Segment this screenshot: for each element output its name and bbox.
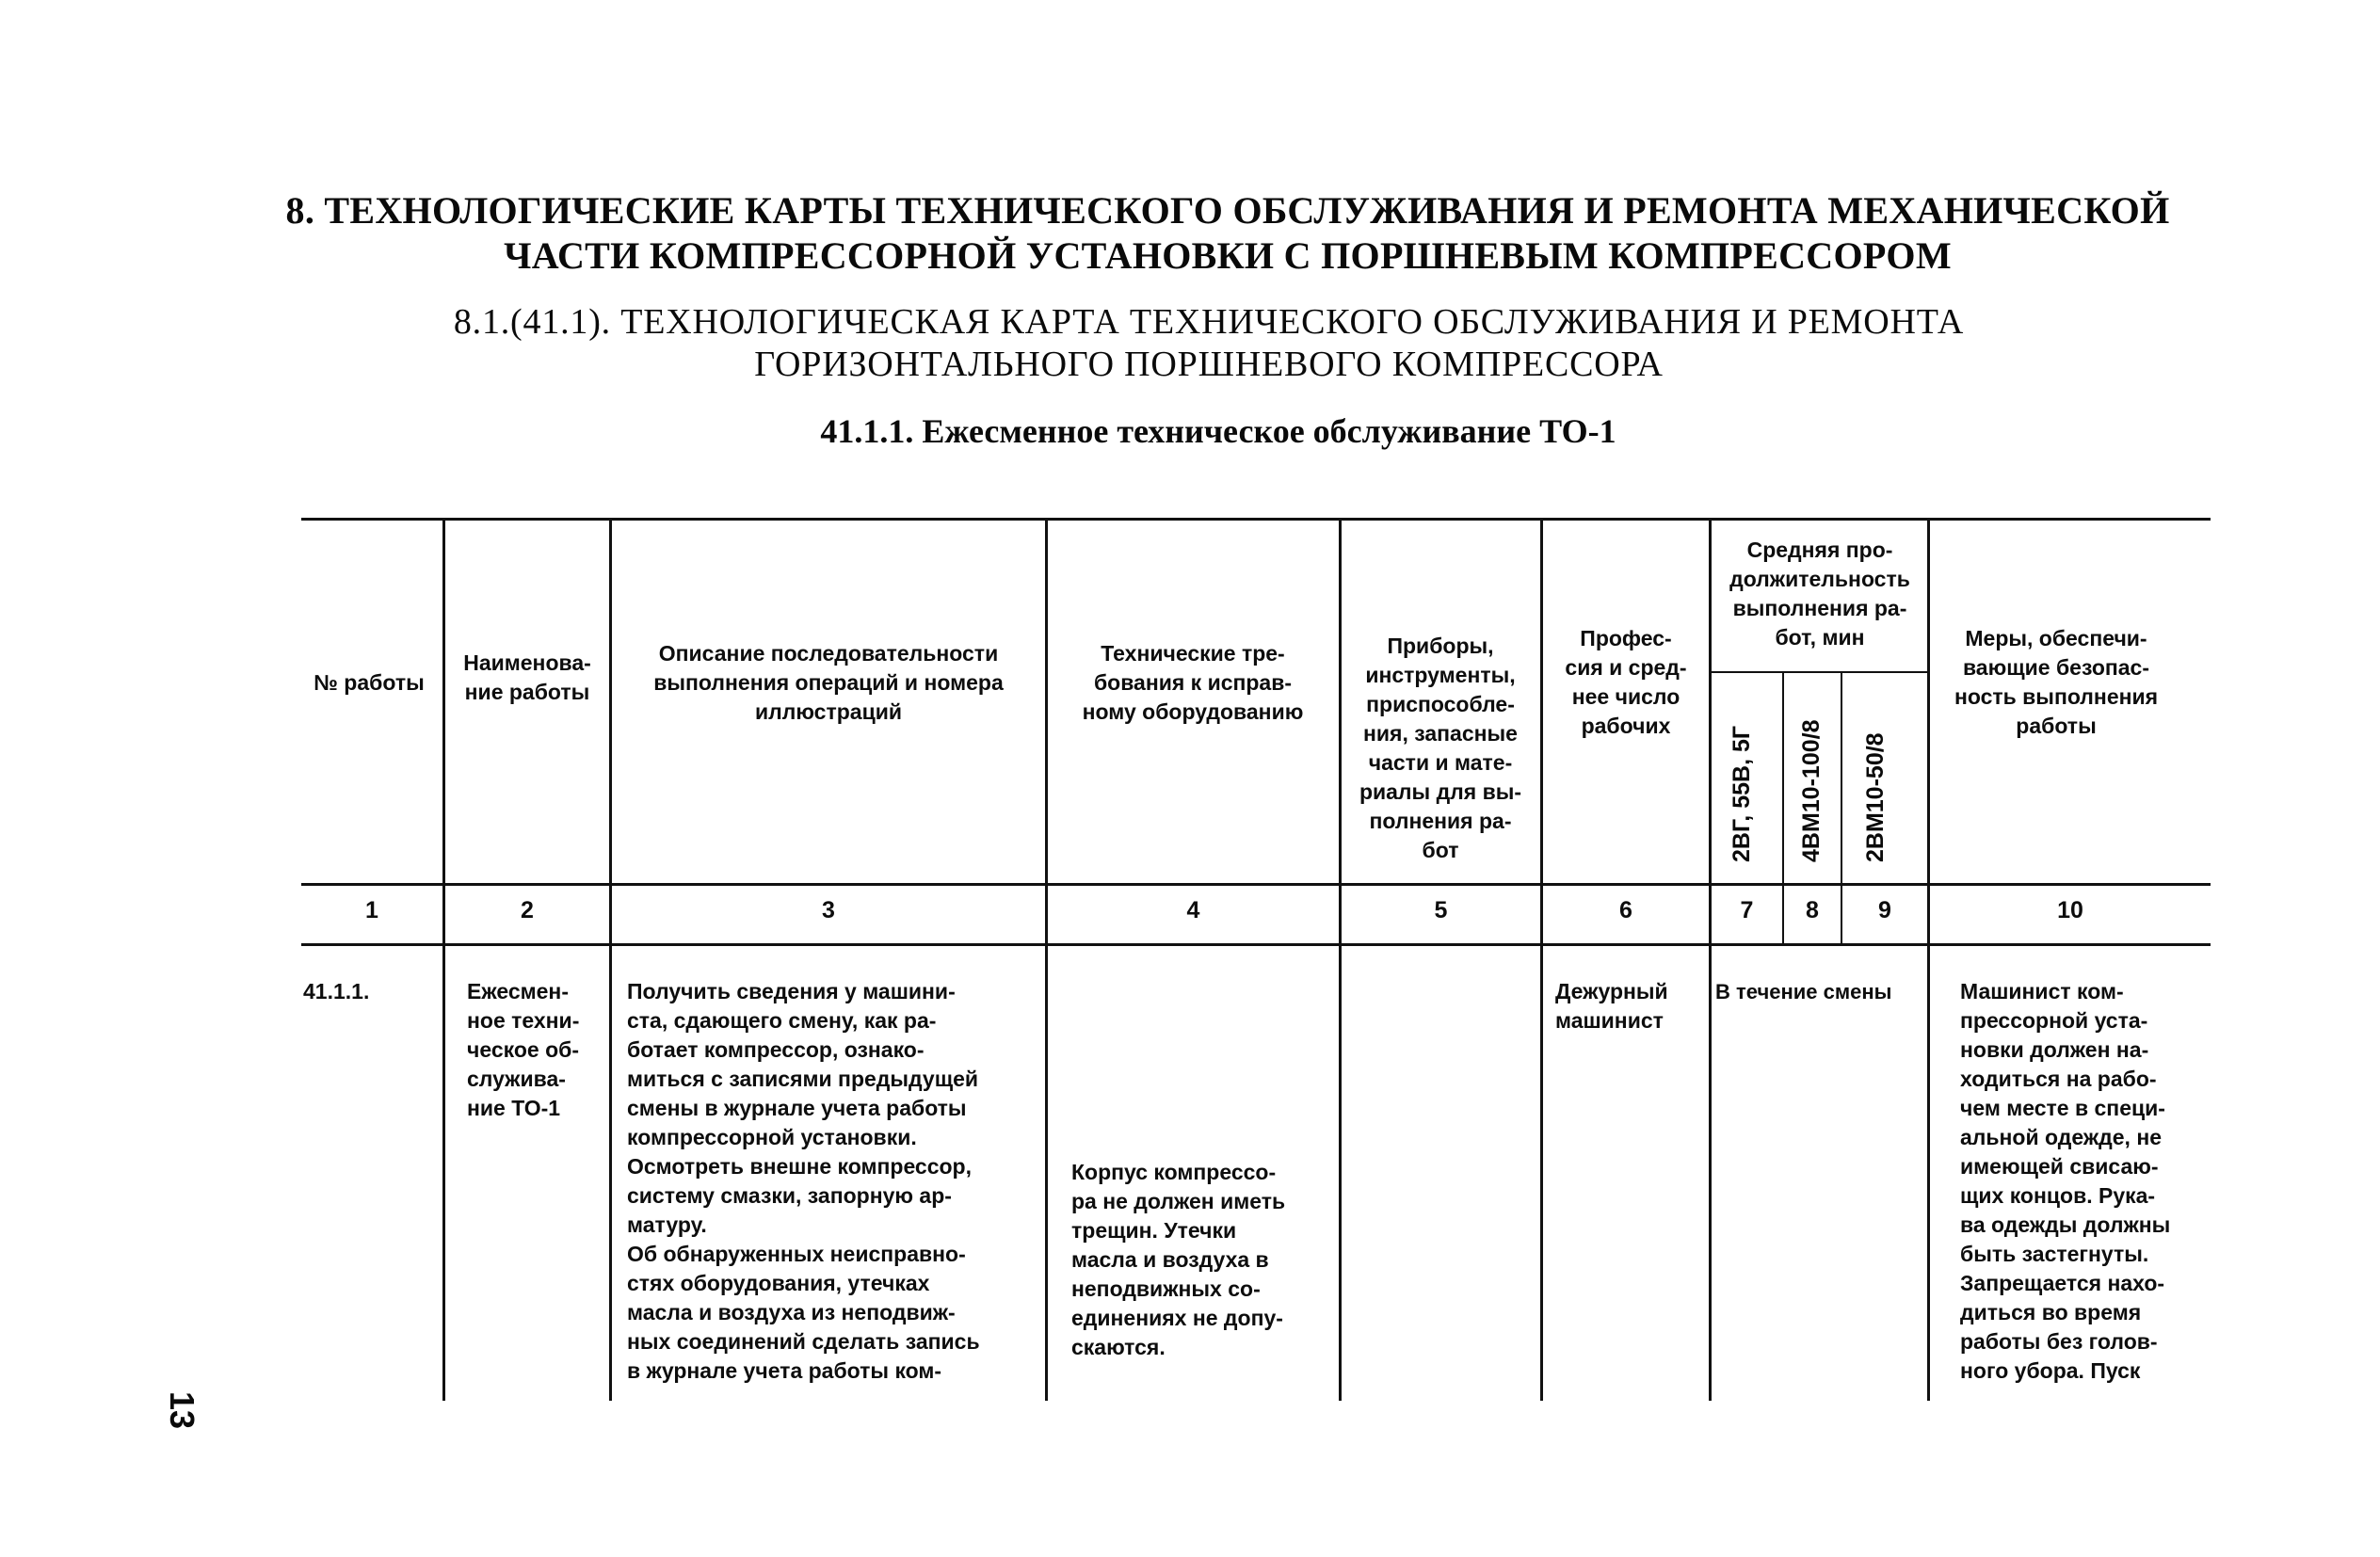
column-number: 5	[1434, 897, 1448, 923]
row-description: Получить сведения у машини- ста, сдающего смену, как ра- ботает компрессор, ознако- миться с записями предыдущей смены в журнале учета работы компрессорной установки. Осмотреть внешне компрессор, систему смазки, запорную ар- матуру. Об обнаруженных неисправно- стях оборудования, утечках масла и воздуха из неподвиж- ных соединений сделать запись в журнале учета работы ком-	[627, 979, 980, 1383]
row-safety: Машинист ком- прессорной уста- новки должен на- ходиться на рабо- чем месте в специ- альной одежде, не имеющей свисаю- щих концов. Рука- ва одежды должны быть застегнуты. Запрещается нахо- диться во время работы без голов- ного убора. Пуск	[1960, 979, 2171, 1383]
column-number: 2	[521, 897, 534, 923]
header-duration-group: Средняя про- должительность выполнения ра- бот, мин	[1729, 538, 1910, 650]
header-model-4vm10: 4ВМ10-100/8	[1798, 719, 1825, 862]
column-divider	[1540, 518, 1543, 1401]
row-work-name: Ежесмен- ное техни- ческое об- служива- ние ТО-1	[467, 979, 580, 1120]
subsection-heading	[19, 301, 2380, 386]
column-number: 8	[1806, 897, 1819, 923]
column-number: 1	[365, 897, 378, 923]
row-duration: В течение смены	[1715, 980, 1892, 1003]
column-number: 3	[822, 897, 835, 923]
header-work-name: Наименова- ние работы	[463, 650, 591, 704]
row-profession: Дежурный машинист	[1555, 979, 1668, 1033]
column-divider	[609, 518, 612, 1401]
header-profession: Профес- сия и сред- нее число рабочих	[1565, 626, 1687, 738]
column-number: 6	[1619, 897, 1632, 923]
row-work-number: 41.1.1.	[303, 979, 370, 1003]
column-divider	[1927, 518, 1930, 1401]
header-work-number: № работы	[314, 669, 425, 695]
column-number: 10	[2057, 897, 2083, 923]
section-heading-line-2: ЧАСТИ КОМПРЕССОРНОЙ УСТАНОВКИ С ПОРШНЕВЫМ КОМПРЕССОРОМ	[504, 234, 1952, 277]
row-technical-requirements: Корпус компрессо- ра не должен иметь трещин. Утечки масла и воздуха в неподвижных со- единениях не допу- скаются.	[1071, 1160, 1286, 1359]
header-tools-materials: Приборы, инструменты, приспособле- ния, запасные части и мате- риалы для вы- полнения ра- бот	[1359, 634, 1522, 862]
item-title: 41.1.1. Ежесменное техническое обслуживание ТО-1	[820, 412, 1616, 450]
header-model-2vg: 2ВГ, 55В, 5Г	[1729, 725, 1755, 862]
subsection-heading-line-2: ГОРИЗОНТАЛЬНОГО ПОРШНЕВОГО КОМПРЕССОРА	[754, 345, 1664, 384]
table-top-rule	[301, 518, 2211, 521]
column-number: 7	[1740, 897, 1754, 923]
column-divider	[1709, 518, 1712, 1401]
column-number: 9	[1878, 897, 1891, 923]
column-divider	[1339, 518, 1342, 1401]
column-number: 4	[1186, 897, 1200, 923]
column-numbers-bottom-rule	[301, 943, 2211, 946]
duration-group-rule	[1709, 671, 1927, 673]
column-divider	[442, 518, 445, 1401]
header-safety: Меры, обеспечи- вающие безопас- ность выполнения работы	[1954, 626, 2159, 738]
header-model-2vm10: 2ВМ10-50/8	[1862, 732, 1889, 862]
page-number: 13	[163, 1391, 201, 1430]
section-heading	[38, 188, 2380, 279]
header-description: Описание последовательности выполнения операций и номера иллюстраций	[653, 640, 1004, 724]
header-bottom-rule	[301, 883, 2211, 886]
subsection-heading-line-1: 8.1.(41.1). ТЕХНОЛОГИЧЕСКАЯ КАРТА ТЕХНИЧЕСКОГО ОБСЛУЖИВАНИЯ И РЕМОНТА	[453, 302, 1965, 342]
section-heading-line-1: 8. ТЕХНОЛОГИЧЕСКИЕ КАРТЫ ТЕХНИЧЕСКОГО ОБСЛУЖИВАНИЯ И РЕМОНТА МЕХАНИЧЕСКОЙ	[285, 189, 2170, 232]
header-technical-requirements: Технические тре- бования к исправ- ному оборудованию	[1082, 640, 1304, 724]
column-divider	[1045, 518, 1048, 1401]
